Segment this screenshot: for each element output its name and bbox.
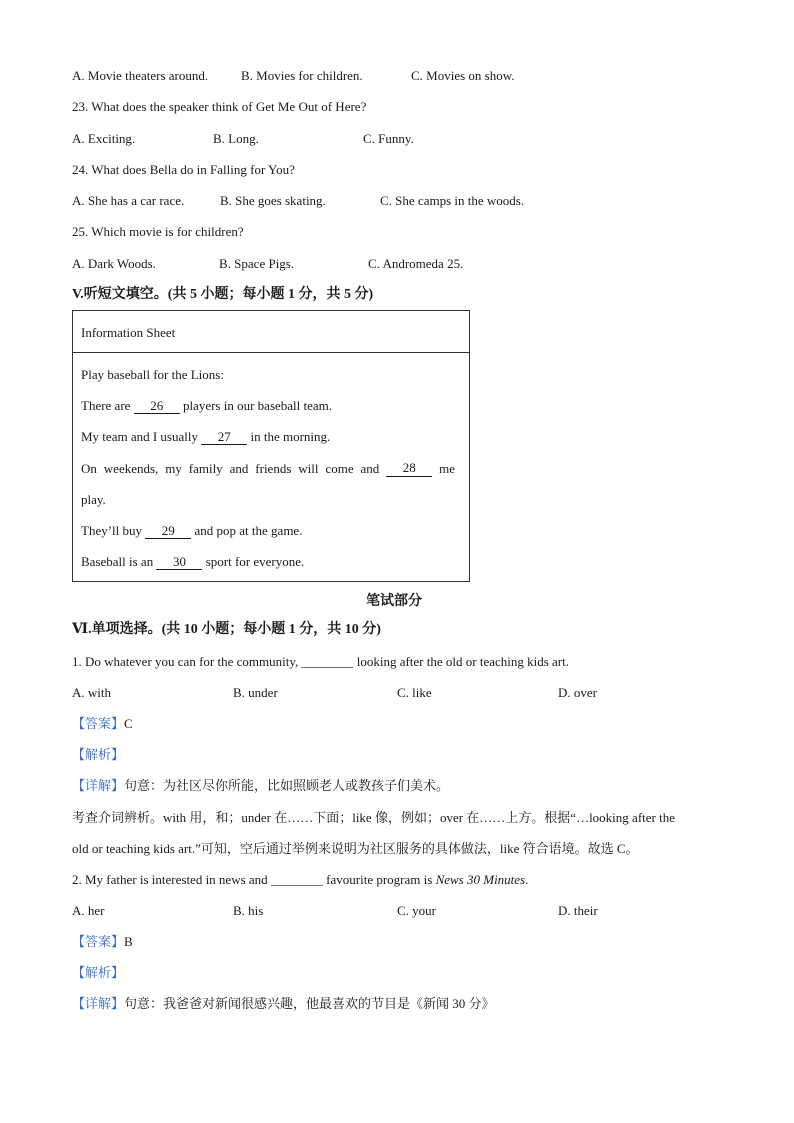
q22-option-b: B. Movies for children. xyxy=(241,68,363,83)
detail-text: 句意：为社区尽你所能，比如照顾老人或教孩子们美术。 xyxy=(124,778,450,793)
info-line-4-word: will xyxy=(298,461,319,476)
information-sheet-box xyxy=(72,310,470,582)
q25-option-b: B. Space Pigs. xyxy=(219,256,295,271)
info-line-7-pre: Baseball is an xyxy=(81,554,154,569)
info-line-2 xyxy=(81,398,332,414)
info-line-4-end: me xyxy=(439,461,455,476)
answer-value: B xyxy=(124,934,133,949)
answer-value: C xyxy=(124,716,133,731)
info-line-4-word: On xyxy=(81,461,97,476)
info-line-3 xyxy=(81,429,330,445)
info-line-7 xyxy=(81,554,304,570)
info-line-4-word: and xyxy=(360,461,380,476)
blank-30: 30 xyxy=(156,555,202,570)
q2-question xyxy=(72,872,528,888)
detail-text: 句意：我爸爸对新闻很感兴趣，他最喜欢的节目是《新闻 30 分》 xyxy=(124,996,495,1011)
info-line-6 xyxy=(81,523,302,539)
section-6-heading: Ⅵ.单项选择。(共 10 小题；每小题 1 分，共 10 分) xyxy=(72,622,381,637)
blank-28: 28 xyxy=(386,461,432,477)
info-line-4-word: family xyxy=(188,461,223,476)
q24-question: 24. What does Bella do in Falling for You? xyxy=(72,162,295,177)
info-line-3-post: in the morning. xyxy=(250,429,331,444)
info-line-2-post: players in our baseball team. xyxy=(182,398,333,413)
q1-option-d: D. over xyxy=(558,685,597,700)
q23-option-c: C. Funny. xyxy=(363,131,414,146)
info-line-6-pre: They’ll buy xyxy=(81,523,143,538)
info-line-3-pre: My team and I usually xyxy=(81,429,198,444)
q22-option-c: C. Movies on show. xyxy=(411,68,515,83)
q1-answer xyxy=(72,716,133,732)
q24-option-a: A. She has a car race. xyxy=(72,193,185,208)
q1-question: 1. Do whatever you can for the community, ________ looking after the old or teaching kids art. xyxy=(72,654,570,669)
info-line-6-post: and pop at the game. xyxy=(194,523,303,538)
q25-option-a: A. Dark Woods. xyxy=(72,256,156,271)
detail-tag: 【详解】 xyxy=(72,778,125,793)
q1-option-b: B. under xyxy=(233,685,278,700)
q2-option-a: A. her xyxy=(72,903,105,918)
q1-detail xyxy=(72,778,449,794)
info-line-4-word: and xyxy=(229,461,249,476)
detail-tag: 【详解】 xyxy=(72,996,125,1011)
q25-option-c: C. Andromeda 25. xyxy=(368,256,464,271)
info-line-2-pre: There are xyxy=(81,398,131,413)
q2-answer xyxy=(72,934,133,950)
info-line-7-post: sport for everyone. xyxy=(205,554,305,569)
info-line-4-word: weekends, xyxy=(103,461,159,476)
info-line-1: Play baseball for the Lions: xyxy=(81,367,224,382)
answer-tag: 【答案】 xyxy=(72,934,125,949)
blank-26: 26 xyxy=(134,399,180,414)
written-part-heading: 笔试部分 xyxy=(366,594,422,609)
q1-explain-line-2: old or teaching kids art.”可知，空后通过举例来说明为社区服务的具体做法，like 符合语境。故选 C。 xyxy=(72,841,639,856)
q2-question-post: . xyxy=(525,872,529,887)
q2-option-b: B. his xyxy=(233,903,264,918)
info-line-5: play. xyxy=(81,492,106,507)
q1-explain-line-1: 考查介词辨析。with 用，和；under 在……下面；like 像，例如；over 在……上方。根据“…looking after the xyxy=(72,810,675,825)
blank-29: 29 xyxy=(145,524,191,539)
information-sheet-title: Information Sheet xyxy=(81,325,176,340)
q1-option-c: C. like xyxy=(397,685,432,700)
section-5-heading: V.听短文填空。(共 5 小题；每小题 1 分，共 5 分) xyxy=(72,287,374,302)
answer-tag: 【答案】 xyxy=(72,716,125,731)
q1-analysis-tag: 【解析】 xyxy=(72,747,125,762)
info-line-4-word: friends xyxy=(255,461,292,476)
q2-option-c: C. your xyxy=(397,903,436,918)
q2-program-title: News 30 Minutes xyxy=(435,872,526,887)
q2-question-pre: 2. My father is interested in news and ________ favourite program is xyxy=(72,872,436,887)
blank-27: 27 xyxy=(201,430,247,445)
q23-option-a: A. Exciting. xyxy=(72,131,136,146)
info-line-4 xyxy=(81,461,455,477)
information-sheet-header xyxy=(73,311,469,353)
info-line-4-word: my xyxy=(165,461,182,476)
q22-option-a: A. Movie theaters around. xyxy=(72,68,209,83)
q2-detail xyxy=(72,996,495,1012)
q23-question: 23. What does the speaker think of Get Me Out of Here? xyxy=(72,99,367,114)
q25-question: 25. Which movie is for children? xyxy=(72,224,244,239)
q24-option-c: C. She camps in the woods. xyxy=(380,193,525,208)
q1-option-a: A. with xyxy=(72,685,111,700)
info-line-4-word: come xyxy=(325,461,354,476)
q2-analysis-tag: 【解析】 xyxy=(72,965,125,980)
q24-option-b: B. She goes skating. xyxy=(220,193,326,208)
q23-option-b: B. Long. xyxy=(213,131,259,146)
q2-option-d: D. their xyxy=(558,903,598,918)
